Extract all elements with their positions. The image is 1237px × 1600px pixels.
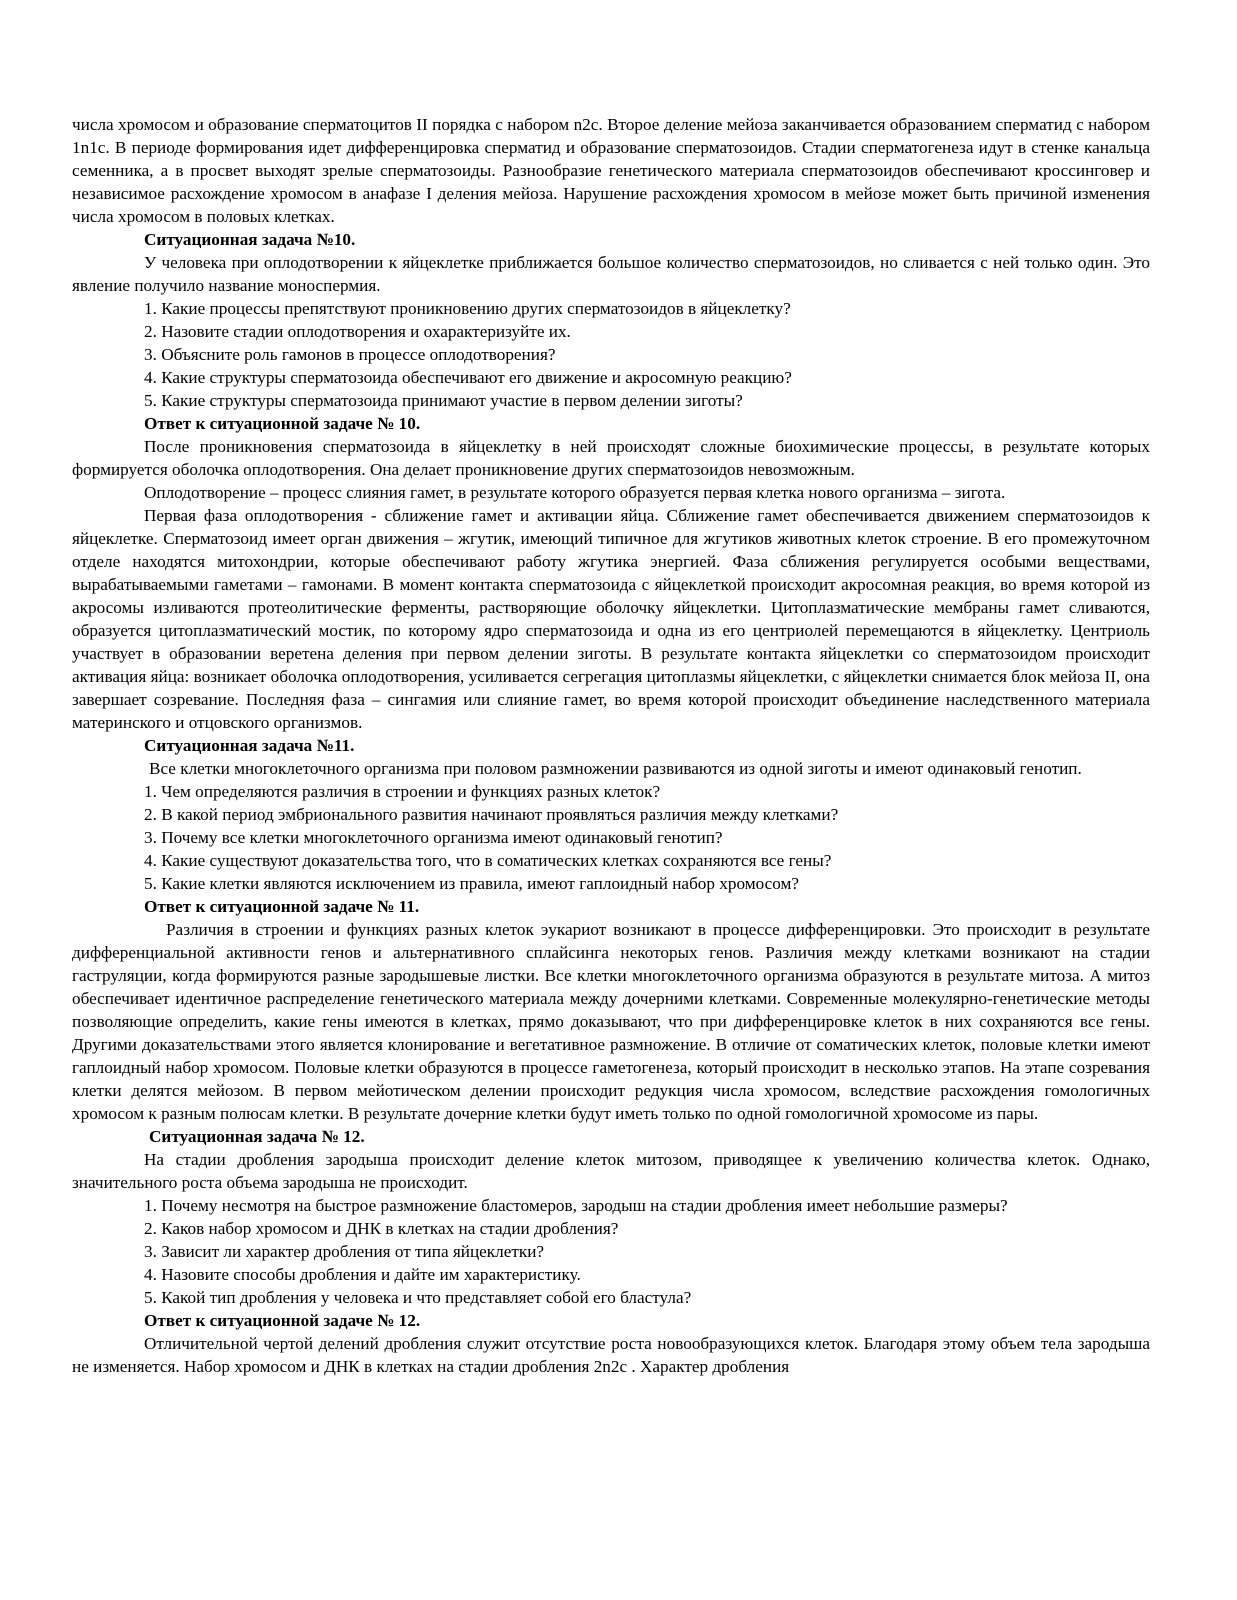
task-12-answer-paragraph-1: Отличительной чертой делений дробления служит отсутствие роста новообразующихся клеток. Благодаря этому объем тела зародыша не изменяется. Набор хромосом и ДНК в клетках на стадии дробления 2n2c . Характер дробления [72,1334,1150,1376]
task-10-question-5: 5. Какие структуры сперматозоида принимают участие в первом делении зиготы? [144,391,743,410]
task-10-answer-paragraph-1: После проникновения сперматозоида в яйцеклетку в ней происходят сложные биохимические процессы, в результате которых формируется оболочка оплодотворения. Она делает проникновение других сперматозоидов невозможным. [72,437,1150,479]
task-10-heading: Ситуационная задача №10. [144,230,356,249]
intro-paragraph: числа хромосом и образование сперматоцитов II порядка с набором n2c. Второе деление мейоза заканчивается образованием сперматид с набором 1n1c. В периоде формирования идет дифференцировка сперматид и образование сперматозоидов. Стадии сперматогенеза идут в стенке канальца семенника, а в просвет выходят зрелые сперматозоиды. Разнообразие генетического материала сперматозоидов обеспечивают кроссинговер и независимое расхождение хромосом в анафазе I деления мейоза. Нарушение расхождения хромосом в мейозе может быть причиной изменения числа хромосом в половых клетках. [72,115,1150,226]
task-10-question-3: 3. Объясните роль гамонов в процессе оплодотворения? [144,345,556,364]
task-11-question-3: 3. Почему все клетки многоклеточного организма имеют одинаковый генотип? [144,828,723,847]
task-10-answer-heading: Ответ к ситуационной задаче № 10. [144,414,421,433]
task-10-question-4: 4. Какие структуры сперматозоида обеспечивают его движение и акросомную реакцию? [144,368,792,387]
task-11-question-4: 4. Какие существуют доказательства того, что в соматических клетках сохраняются все гены? [144,851,832,870]
task-12-question-3: 3. Зависит ли характер дробления от типа яйцеклетки? [144,1242,545,1261]
task-10-condition: У человека при оплодотворении к яйцеклетке приближается большое количество сперматозоидов, но сливается с ней только один. Это явление получило название моноспермия. [72,253,1150,295]
task-11-answer-paragraph-1: Различия в строении и функциях разных клеток эукариот возникают в процессе дифференцировки. Это происходит в результате дифференциальной активности генов и альтернативного сплайсинга некоторых генов. Различия между клетками возникают на стадии гаструляции, когда формируются разные зародышевые листки. Все клетки многоклеточного организма образуются в результате митоза. А митоз обеспечивает идентичное распределение генетического материала между дочерними клетками. Современные молекулярно-генетические методы позволяющие определить, какие гены имеются в клетках, прямо доказывают, что при дифференцировке клеток в них сохраняются все гены. Другими доказательствами этого является клонирование и вегетативное размножение. В отличие от соматических клеток, половые клетки имеют гаплоидный набор хромосом. Половые клетки образуются в процессе гаметогенеза, который происходит в несколько этапов. На этапе созревания клетки делятся мейозом. В первом мейотическом делении происходит редукция числа хромосом, вследствие расхождения гомологичных хромосом к разным полюсам клетки. В результате дочерние клетки будут иметь только по одной гомологичной хромосоме из пары. [72,920,1150,1123]
task-12-questions [72,1194,1150,1309]
task-10-question-1: 1. Какие процессы препятствуют проникновению других сперматозоидов в яйцеклетку? [144,299,791,318]
task-12-question-2: 2. Каков набор хромосом и ДНК в клетках на стадии дробления? [144,1219,619,1238]
task-10-answer-paragraph-3: Первая фаза оплодотворения - сближение гамет и активации яйца. Сближение гамет обеспечивается движением сперматозоидов к яйцеклетке. Сперматозоид имеет орган движения – жгутик, имеющий типичное для жгутиков животных клеток строение. В его промежуточном отделе находятся митохондрии, которые обеспечивают работу жгутика энергией. Фаза сближения регулируется особыми веществами, вырабатываемыми гаметами – гамонами. В момент контакта сперматозоида с яйцеклеткой происходит акросомная реакция, во время которой из акросомы изливаются протеолитические ферменты, растворяющие оболочку яйцеклетки. Цитоплазматические мембраны гамет сливаются, образуется цитоплазматический мостик, по которому ядро сперматозоида и одна из его центриолей перемещаются в яйцеклетку. Центриоль участвует в образовании веретена деления при первом делении зиготы. В результате контакта яйцеклетки со сперматозоидом происходит активация яйца: возникает оболочка оплодотворения, усиливается сегрегация цитоплазмы яйцеклетки, с яйцеклетки снимается блок мейоза II, она завершает созревание. Последняя фаза – сингамия или слияние гамет, во время которой происходит объединение наследственного материала материнского и отцовского организмов. [72,506,1150,732]
task-10-questions [72,297,1150,412]
task-11-answer-heading: Ответ к ситуационной задаче № 11. [144,897,420,916]
task-12-question-5: 5. Какой тип дробления у человека и что представляет собой его бластула? [144,1288,692,1307]
task-11-heading: Ситуационная задача №11. [144,736,355,755]
task-12-question-1: 1. Почему несмотря на быстрое размножение бластомеров, зародыш на стадии дробления имеет небольшие размеры? [144,1196,1008,1215]
task-12-answer-heading: Ответ к ситуационной задаче № 12. [144,1311,421,1330]
document-page [72,113,1150,1378]
task-11-condition: Все клетки многоклеточного организма при половом размножении развиваются из одной зиготы и имеют одинаковый генотип. [149,759,1082,778]
task-12-heading: Ситуационная задача № 12. [149,1127,365,1146]
task-10-question-2: 2. Назовите стадии оплодотворения и охарактеризуйте их. [144,322,571,341]
task-12-condition: На стадии дробления зародыша происходит деление клеток митозом, приводящее к увеличению количества клеток. Однако, значительного роста объема зародыша не происходит. [72,1150,1150,1192]
task-11-questions [72,780,1150,895]
task-11-question-5: 5. Какие клетки являются исключением из правила, имеют гаплоидный набор хромосом? [144,874,800,893]
task-10-answer-paragraph-2: Оплодотворение – процесс слияния гамет, в результате которого образуется первая клетка нового организма – зигота. [144,483,1006,502]
task-12-question-4: 4. Назовите способы дробления и дайте им характеристику. [144,1265,581,1284]
task-11-question-1: 1. Чем определяются различия в строении и функциях разных клеток? [144,782,661,801]
task-11-question-2: 2. В какой период эмбрионального развития начинают проявляться различия между клетками? [144,805,839,824]
